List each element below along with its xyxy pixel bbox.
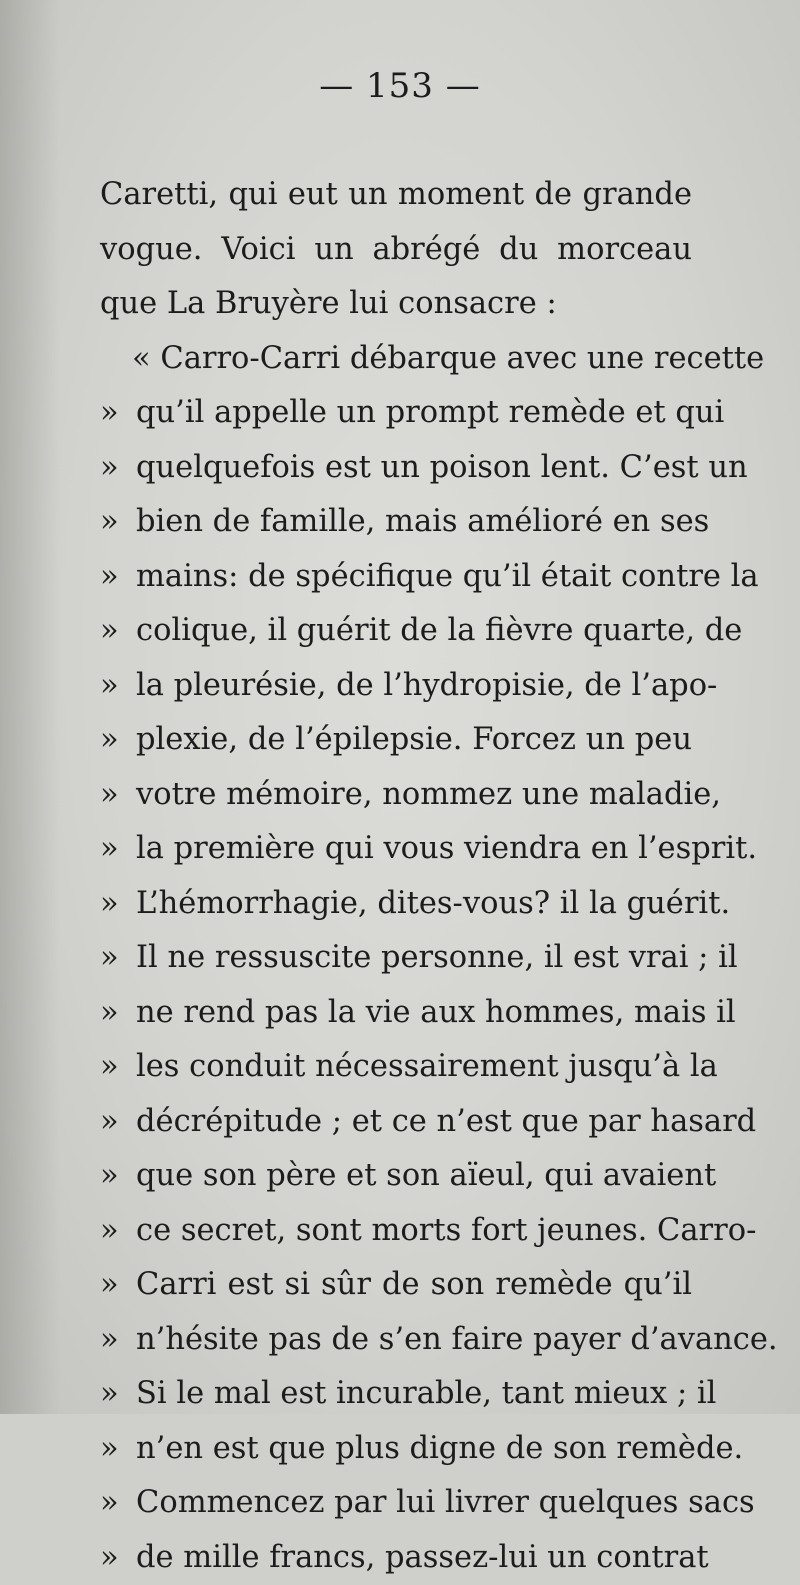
quote-line-text: Commencez par lui livrer quelques sacs <box>136 1476 755 1531</box>
quote-line <box>100 768 692 823</box>
quote-line <box>100 986 692 1041</box>
quote-block <box>100 386 692 1585</box>
quote-line <box>100 1040 692 1095</box>
quote-line <box>100 1149 692 1204</box>
quote-line <box>100 1422 692 1477</box>
quote-line-text: les conduit nécessairement jusqu’à la <box>136 1040 718 1095</box>
quote-mark: » <box>100 1531 136 1585</box>
quote-line <box>100 931 692 986</box>
quote-mark: » <box>100 1258 136 1313</box>
quote-line-text: que son père et son aïeul, qui avaient <box>136 1149 716 1204</box>
quote-line <box>100 659 692 714</box>
text-line: Caretti, qui eut un moment de grande <box>100 168 692 223</box>
quote-mark: » <box>100 1313 136 1368</box>
quote-mark: » <box>100 495 136 550</box>
quote-line <box>100 1531 692 1585</box>
quote-mark: » <box>100 1095 136 1150</box>
quote-mark: » <box>100 386 136 441</box>
page-number: — 153 — <box>0 66 800 106</box>
quote-line-text: L’hémorrhagie, dites-vous? il la guérit. <box>136 877 730 932</box>
quote-line <box>100 604 692 659</box>
quote-mark: » <box>100 1367 136 1422</box>
quote-line-text: mains: de spécifique qu’il était contre la <box>136 550 759 605</box>
quote-line <box>100 822 692 877</box>
quote-mark: » <box>100 931 136 986</box>
quote-mark: » <box>100 1040 136 1095</box>
quote-line-text: de mille francs, passez-lui un contrat <box>136 1531 709 1585</box>
quote-line-text: décrépitude ; et ce n’est que par hasard <box>136 1095 756 1150</box>
quote-line-text: ce secret, sont morts fort jeunes. Carro- <box>136 1204 756 1259</box>
quote-line <box>100 1476 692 1531</box>
quote-line-text: la pleurésie, de l’hydropisie, de l’apo- <box>136 659 717 714</box>
quote-mark: » <box>100 768 136 823</box>
quote-line-text: n’hésite pas de s’en faire payer d’avance. <box>136 1313 778 1368</box>
quote-mark: » <box>100 1149 136 1204</box>
quote-line <box>100 441 692 496</box>
quote-line <box>100 1313 692 1368</box>
quote-mark: » <box>100 877 136 932</box>
quote-mark: » <box>100 1422 136 1477</box>
text-line: que La Bruyère lui consacre : <box>100 277 692 332</box>
quote-line-text: n’en est que plus digne de son remède. <box>136 1422 743 1477</box>
quote-mark: » <box>100 822 136 877</box>
quote-line-text: ne rend pas la vie aux hommes, mais il <box>136 986 736 1041</box>
quote-line <box>100 386 692 441</box>
quote-line <box>100 495 692 550</box>
quote-opening-line: « Carro-Carri débarque avec une recette <box>100 332 692 387</box>
quote-line-text: Carri est si sûr de son remède qu’il <box>136 1258 692 1313</box>
body-text <box>100 168 692 1585</box>
quote-line <box>100 1095 692 1150</box>
quote-line <box>100 1204 692 1259</box>
quote-line-text: quelquefois est un poison lent. C’est un <box>136 441 748 496</box>
quote-line-text: la première qui vous viendra en l’esprit. <box>136 822 757 877</box>
quote-mark: » <box>100 1476 136 1531</box>
page-edge-shadow <box>0 0 60 1414</box>
quote-mark: » <box>100 713 136 768</box>
quote-line <box>100 713 692 768</box>
quote-line-text: qu’il appelle un prompt remède et qui <box>136 386 724 441</box>
quote-line-text: plexie, de l’épilepsie. Forcez un peu <box>136 713 692 768</box>
quote-mark: » <box>100 659 136 714</box>
quote-mark: » <box>100 604 136 659</box>
quote-line <box>100 550 692 605</box>
quote-line-text: bien de famille, mais amélioré en ses <box>136 495 709 550</box>
quote-mark: » <box>100 1204 136 1259</box>
text-line: vogue. Voici un abrégé du morceau <box>100 223 692 278</box>
quote-line-text: colique, il guérit de la fièvre quarte, de <box>136 604 742 659</box>
quote-line <box>100 877 692 932</box>
quote-mark: » <box>100 550 136 605</box>
quote-line-text: Il ne ressuscite personne, il est vrai ; il <box>136 931 738 986</box>
quote-line <box>100 1258 692 1313</box>
quote-mark: » <box>100 441 136 496</box>
quote-line-text: Si le mal est incurable, tant mieux ; il <box>136 1367 716 1422</box>
quote-line <box>100 1367 692 1422</box>
quote-line-text: votre mémoire, nommez une maladie, <box>136 768 721 823</box>
quote-mark: » <box>100 986 136 1041</box>
